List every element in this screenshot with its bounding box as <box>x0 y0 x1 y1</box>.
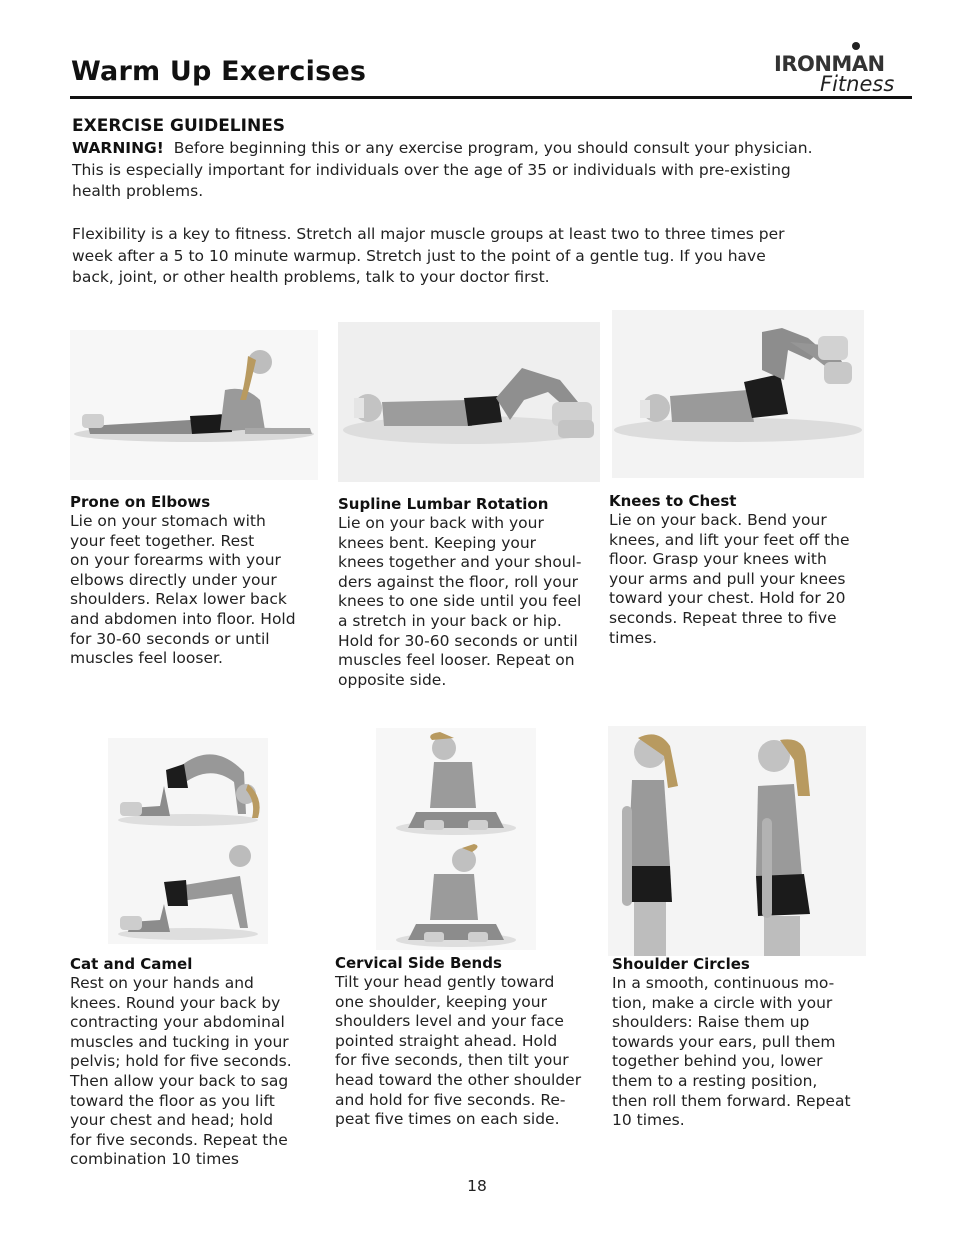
exercise-card-prone-on-elbows <box>70 492 320 669</box>
section-heading: EXERCISE GUIDELINES <box>72 116 286 136</box>
exercise-title: Cervical Side Bends <box>335 954 502 972</box>
exercise-description: Lie on your back with your knees bent. Keeping your knees together and your shoul- ders against the floor, roll your knees to one side until you feel a stretch in your back or hip. Hold for 30-60 seconds or until muscles feel looser. Repeat on opposite side. <box>338 514 582 689</box>
photo-supline-lumbar-rotation <box>338 322 600 482</box>
photo-prone-on-elbows <box>70 330 318 480</box>
flex-line: week after a 5 to 10 minute warmup. Stretch just to the point of a gentle tug. If you have <box>72 246 766 265</box>
photo-cat-and-camel <box>108 738 268 944</box>
exercise-title: Knees to Chest <box>609 492 737 510</box>
title-divider <box>70 96 912 99</box>
warning-label: WARNING! <box>72 139 164 157</box>
warning-line: WARNING! Before beginning this or any exercise program, you should consult your physician. <box>72 139 813 157</box>
exercise-card-knees-to-chest <box>609 491 879 648</box>
exercise-title: Supline Lumbar Rotation <box>338 495 549 513</box>
photo-shoulder-circles <box>608 726 866 956</box>
page-title: Warm Up Exercises <box>71 56 367 87</box>
exercise-card-shoulder-circles <box>612 954 882 1131</box>
flexibility-paragraph <box>72 224 892 289</box>
photo-cervical-side-bends <box>376 728 536 950</box>
flex-line: Flexibility is a key to fitness. Stretch all major muscle groups at least two to three times per <box>72 225 785 243</box>
warning-line: health problems. <box>72 182 204 200</box>
exercise-card-cat-and-camel <box>70 954 330 1170</box>
flex-line: back, joint, or other health problems, talk to your doctor first. <box>72 268 550 286</box>
exercise-description: In a smooth, continuous mo- tion, make a circle with your shoulders: Raise them up towards your ears, pull them together behind you, lower them to a resting position, then roll them forward. Repeat 10 times. <box>612 974 851 1130</box>
exercise-title: Shoulder Circles <box>612 955 750 973</box>
exercise-description: Tilt your head gently toward one shoulder, keeping your shoulders level and your face pointed straight ahead. Hold for five seconds, then tilt your head toward the other shoulder and hold for five seconds. Re- peat five times on each side. <box>335 973 582 1129</box>
exercise-description: Lie on your back. Bend your knees, and lift your feet off the floor. Grasp your knees with your arms and pull your knees toward your chest. Hold for 20 seconds. Repeat three to five times. <box>609 511 850 647</box>
exercise-title: Prone on Elbows <box>70 493 211 511</box>
exercise-card-cervical-side-bends <box>335 953 605 1130</box>
logo-text-top: IRONMAN <box>774 52 885 76</box>
page-number: 18 <box>467 1177 487 1195</box>
exercise-description: Rest on your hands and knees. Round your back by contracting your abdominal muscles and tucking in your pelvis; hold for five seconds. Then allow your back to sag toward the floor as you lift your chest and head; hold for five seconds. Repeat the combination 10 times <box>70 974 292 1169</box>
exercise-card-supline-lumbar-rotation <box>338 494 600 690</box>
exercise-title: Cat and Camel <box>70 955 193 973</box>
exercise-description: Lie on your stomach with your feet together. Rest on your forearms with your elbows directly under your shoulders. Relax lower back and abdomen into floor. Hold for 30-60 seconds or until muscles feel looser. <box>70 512 296 668</box>
warning-paragraph <box>72 138 892 203</box>
warning-line: This is especially important for individuals over the age of 35 or individuals with pre-existing <box>72 160 791 179</box>
photo-knees-to-chest <box>612 310 864 478</box>
ironman-fitness-logo-icon <box>772 40 914 96</box>
logo-text-bottom: Fitness <box>820 72 895 96</box>
